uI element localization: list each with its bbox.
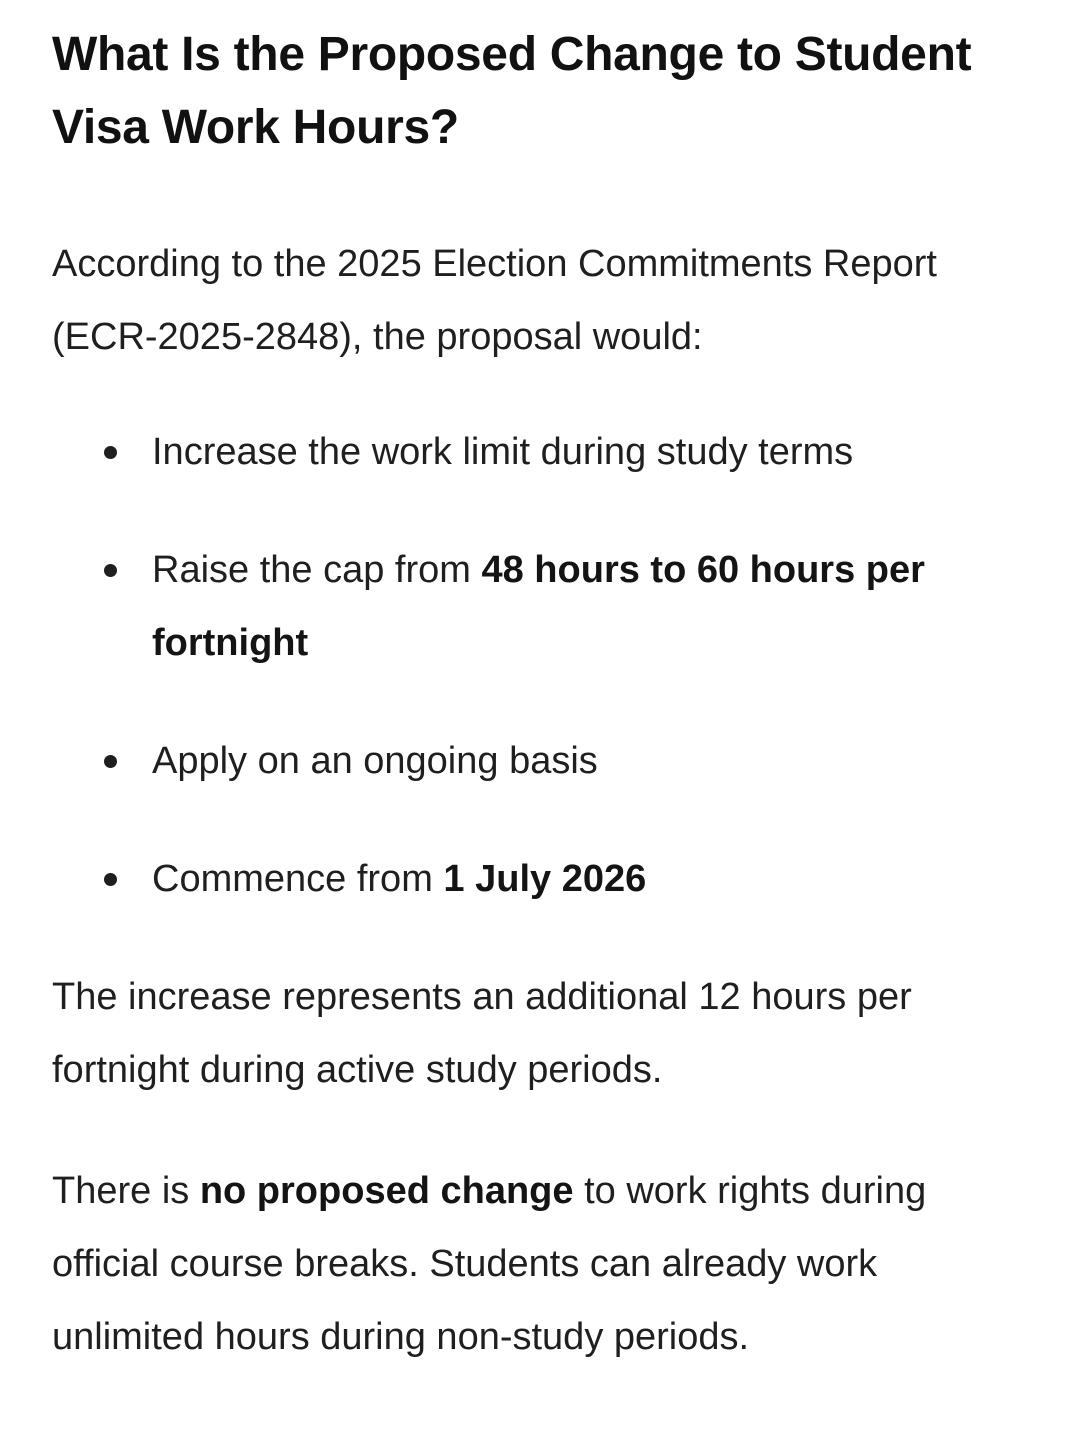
bullet-text-regular: Commence from — [152, 858, 444, 900]
list-item — [52, 843, 1032, 916]
bullet-icon — [104, 564, 117, 577]
increase-paragraph: The increase represents an additional 12 hours per fortnight during active study periods. — [52, 976, 912, 1091]
list-item — [52, 416, 1032, 489]
list-item — [52, 725, 1032, 798]
bullet-text-bold: 1 July 2026 — [443, 858, 647, 900]
intro-paragraph: According to the 2025 Election Commitments Report (ECR-2025-2848), the proposal would: — [52, 243, 937, 358]
bullet-text — [152, 549, 925, 664]
bullet-icon — [104, 873, 117, 886]
bullet-text — [152, 858, 646, 900]
page-title: What Is the Proposed Change to Student Visa Work Hours? — [52, 28, 972, 154]
course-breaks-paragraph — [52, 1155, 1032, 1374]
bullet-text: Apply on an ongoing basis — [152, 740, 598, 782]
paragraph-text-regular: There is — [52, 1170, 200, 1212]
article — [52, 18, 1032, 1374]
bullet-text-regular: Raise the cap from — [152, 549, 482, 591]
bullet-icon — [104, 755, 117, 768]
paragraph-text-regular: to work rights during official course breaks. Students can already work unlimited hours during non-study periods. — [52, 1170, 927, 1358]
bullet-text-bold: 48 hours to 60 hours per fortnight — [152, 549, 925, 664]
bullet-icon — [104, 446, 117, 459]
proposal-list — [52, 416, 1032, 916]
bullet-text: Increase the work limit during study terms — [152, 431, 854, 473]
list-item — [52, 534, 1032, 680]
paragraph-text-bold: no proposed change — [199, 1170, 574, 1212]
